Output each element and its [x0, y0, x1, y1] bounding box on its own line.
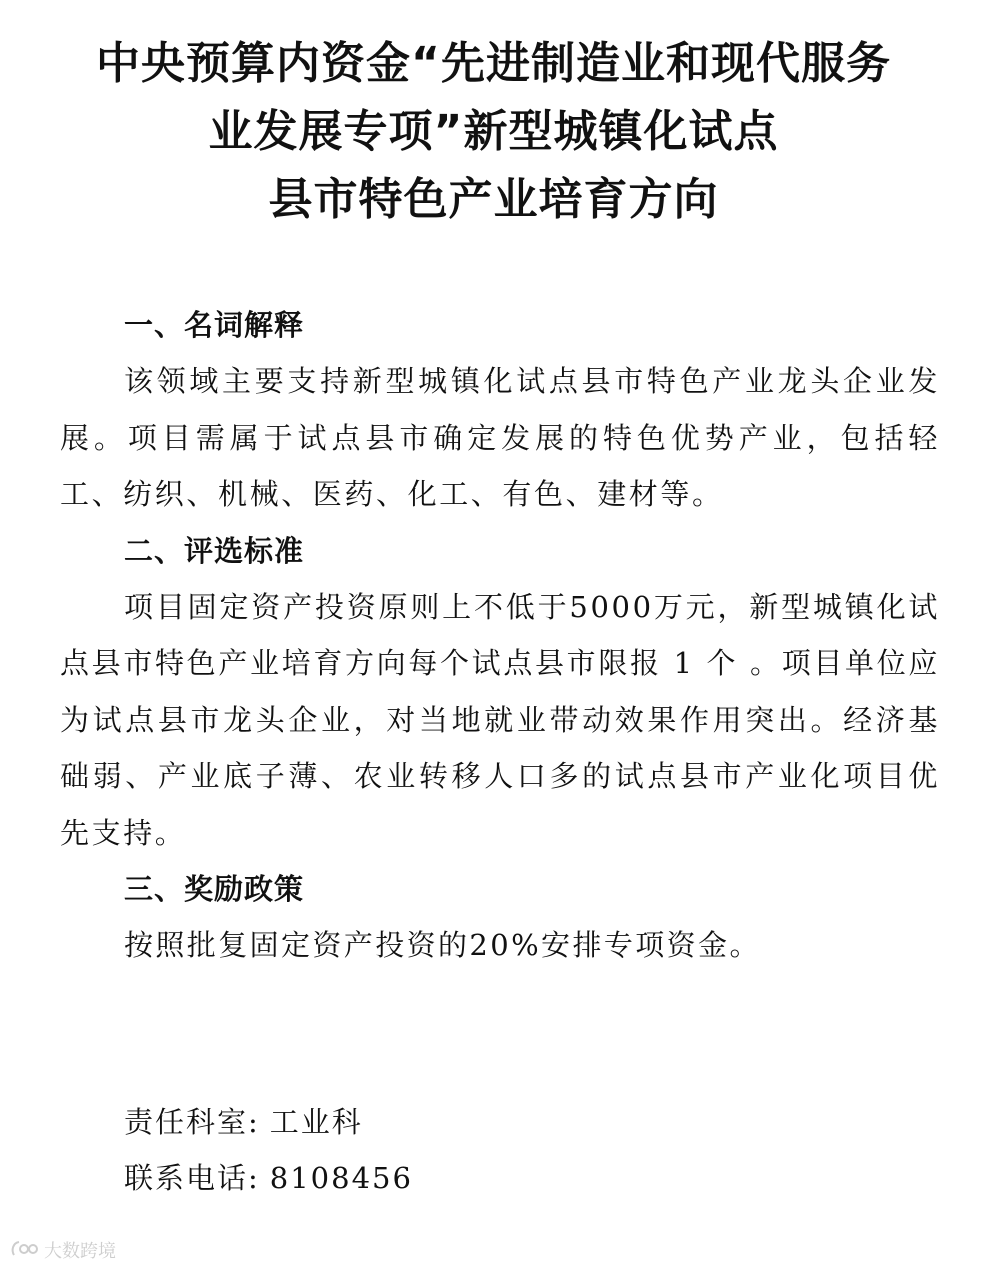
section-heading: 三、奖励政策 [124, 872, 305, 906]
section-paragraph: 按照批复固定资产投资的20%安排专项资金。 [124, 928, 761, 962]
section-heading: 二、评选标准 [124, 533, 305, 568]
section-criteria [60, 523, 940, 862]
department-line [60, 1094, 940, 1150]
section-reward [60, 861, 940, 974]
title-line-1: 中央预算内资金“先进制造业和现代服务 [96, 38, 891, 89]
title-line-3: 县市特色产业培育方向 [268, 174, 719, 225]
watermark-logo-icon [10, 1239, 40, 1261]
document-body [60, 297, 940, 1206]
section-paragraph: 该领域主要支持新型城镇化试点县市特色产业龙头企业发展。项目需属于试点县市确定发展的特色优势产业，包括轻工、纺织、机械、医药、化工、有色、建材等。 [60, 364, 940, 511]
section-heading: 一、名词解释 [124, 308, 305, 342]
document-title [0, 30, 987, 234]
section-paragraph: 项目固定资产投资原则上不低于5000万元，新型城镇化试点县市特色产业培育方向每个试点县市限报 1 个 。项目单位应为试点县市龙头企业，对当地就业带动效果作用突出。经济基础弱、产业底子薄、农业转移人口多的试点县市产业化项目优先支持。 [60, 589, 940, 850]
phone-value: 8108456 [269, 1160, 413, 1195]
department-value: 工业科 [269, 1104, 363, 1139]
title-line-2: 业发展专项”新型城镇化试点 [208, 106, 779, 157]
spacer [60, 974, 940, 1094]
watermark [10, 1237, 116, 1263]
phone-label: 联系电话: [124, 1160, 260, 1195]
watermark-text: 大数跨境 [44, 1241, 116, 1262]
department-label: 责任科室: [124, 1104, 260, 1139]
section-definition [60, 297, 940, 523]
phone-line [60, 1150, 940, 1206]
